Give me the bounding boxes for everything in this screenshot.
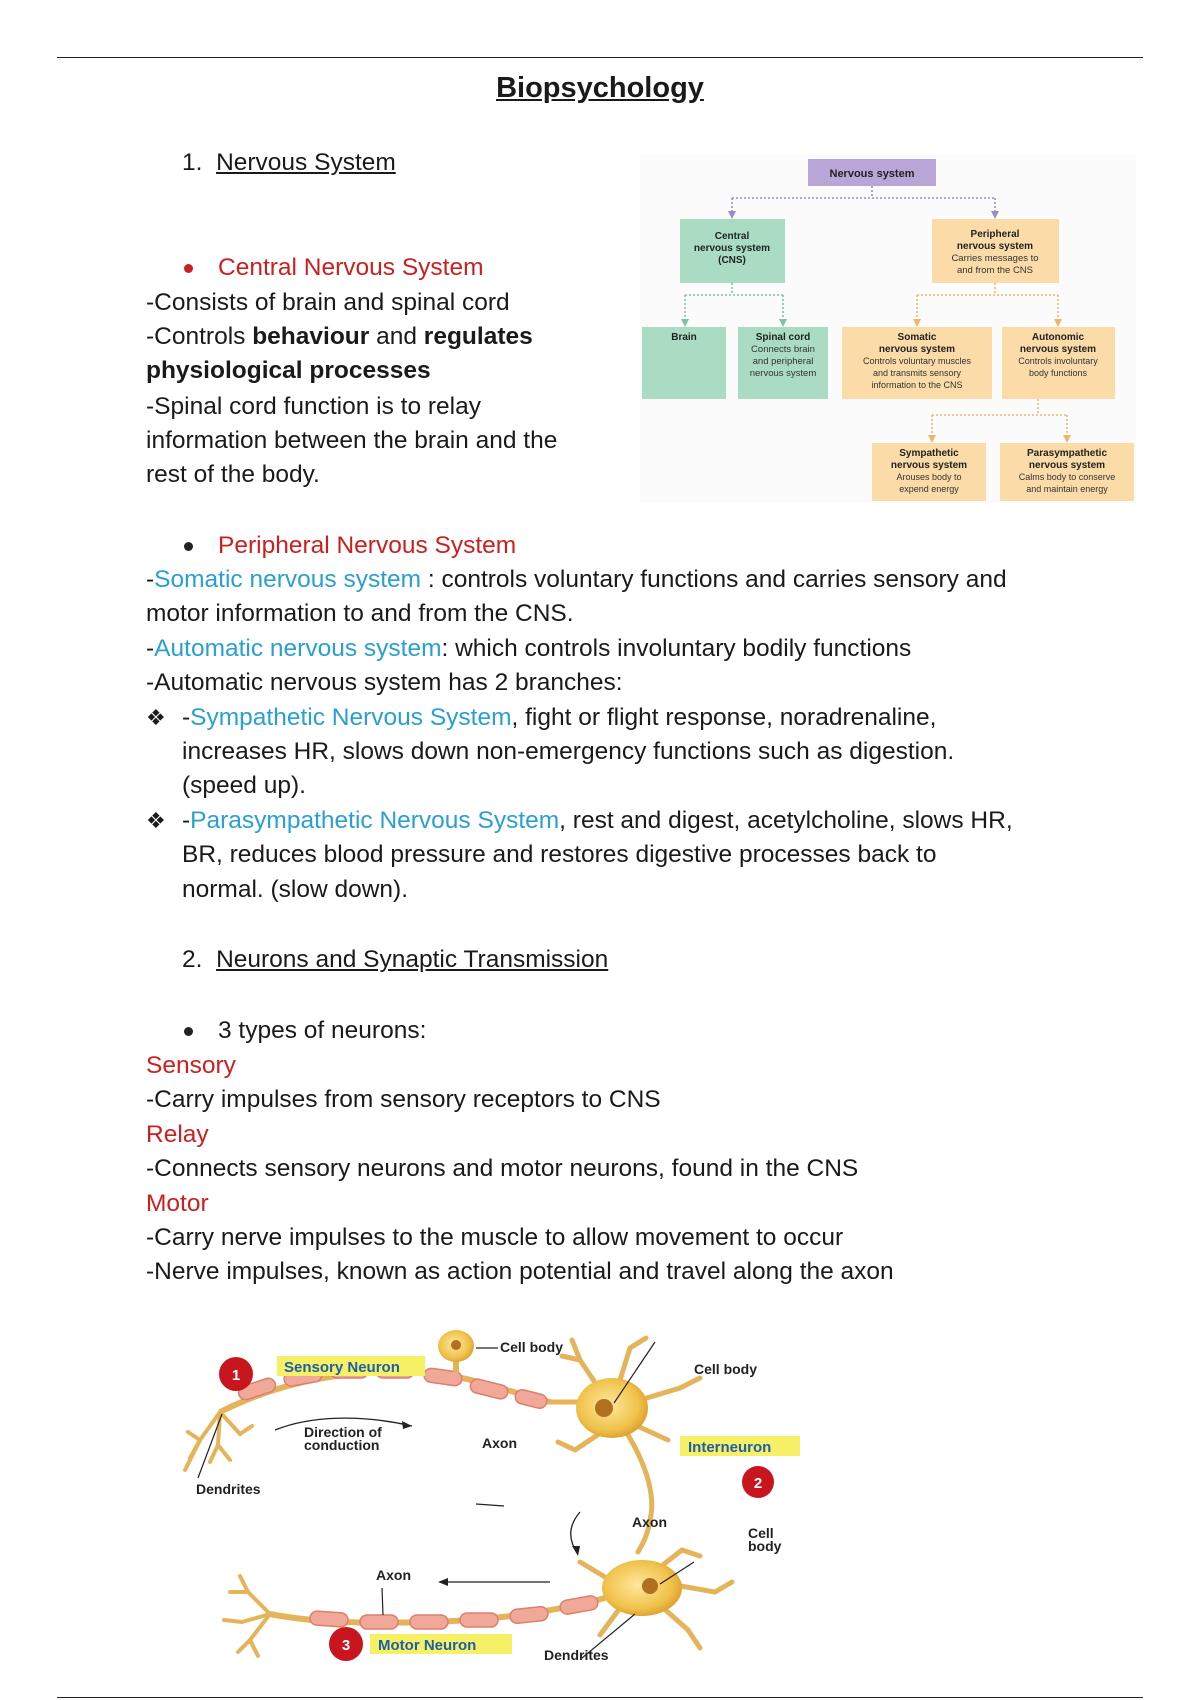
bullet-dot [184, 264, 193, 273]
bullet-dot [184, 1027, 193, 1036]
page-title: Biopsychology [496, 72, 704, 104]
motor-desc: -Carry nerve impulses to the muscle to allow movement to occur [146, 1224, 844, 1251]
cell-body-label-3a: Cell [748, 1525, 774, 1541]
sympathetic-line-3: (speed up). [182, 772, 306, 799]
neuron-types-intro: 3 types of neurons: [218, 1017, 427, 1044]
relay-label: Relay [146, 1121, 209, 1148]
autonomic-box-title: Autonomic [1031, 332, 1085, 343]
dendrites-label-1: Dendrites [196, 1481, 261, 1497]
section-2-heading [182, 943, 608, 977]
pns-box-desc-2: and from the CNS [956, 265, 1034, 276]
section-2-number: 2. [182, 946, 203, 973]
motor-label: Motor [146, 1190, 209, 1217]
parasympathetic-line-3: normal. (slow down). [182, 876, 409, 903]
pns-box-title: Peripheral [970, 229, 1020, 240]
cns-heading: Central Nervous System [218, 254, 484, 281]
cns-line-6: rest of the body. [146, 461, 320, 488]
parasympathetic-line-1: -Parasympathetic Nervous System, rest and digest, acetylcholine, slows HR, [182, 807, 1013, 834]
parasympathetic-box-desc-2: and maintain energy [1026, 484, 1108, 494]
somatic-box-title: Somatic [897, 332, 937, 343]
pns-heading: Peripheral Nervous System [218, 532, 517, 559]
somatic-box-subtitle: nervous system [878, 344, 956, 355]
autonomic-box-subtitle: nervous system [1019, 344, 1097, 355]
sympathetic-box-desc-1: Arouses body to [896, 472, 962, 482]
somatic-line-2: motor information to and from the CNS. [146, 600, 574, 627]
impulse-desc: -Nerve impulses, known as action potential and travel along the axon [146, 1258, 894, 1285]
somatic-line-1: -Somatic nervous system : controls voluntary functions and carries sensory and [146, 566, 1007, 593]
badge-2: 2 [753, 1475, 763, 1492]
sensory-desc: -Carry impulses from sensory receptors to CNS [146, 1086, 661, 1113]
cell-body-label-3b: body [748, 1538, 782, 1554]
axon-label-2: Axon [632, 1514, 667, 1530]
axon-label-1: Axon [482, 1435, 517, 1451]
badge-3: 3 [341, 1637, 351, 1654]
diamond-bullet-icon: ❖ [146, 808, 166, 833]
sensory-neuron-label: Sensory Neuron [284, 1359, 400, 1376]
dendrites-label-2: Dendrites [544, 1647, 609, 1663]
sympathetic-box-desc-2: expend energy [899, 484, 959, 494]
section-1-title: Nervous System [216, 149, 396, 176]
section-1-number: 1. [182, 149, 203, 176]
somatic-box-desc-2: and transmits sensory [872, 368, 962, 378]
direction-label-1: Direction of [304, 1424, 382, 1440]
cns-box-subtitle: nervous system [693, 243, 771, 254]
spinal-box-desc-2: and peripheral [752, 356, 814, 367]
cns-line-4: -Spinal cord function is to relay [146, 393, 481, 420]
cns-box-abbr: (CNS) [718, 255, 746, 266]
axon-label-3: Axon [376, 1567, 411, 1583]
pns-box-desc-1: Carries messages to [951, 253, 1039, 264]
parasympathetic-box-subtitle: nervous system [1028, 460, 1106, 471]
diamond-bullet-icon: ❖ [146, 705, 166, 730]
sympathetic-line-1: -Sympathetic Nervous System, fight or flight response, noradrenaline, [182, 704, 937, 731]
sensory-label: Sensory [146, 1052, 236, 1079]
spinal-box-title: Spinal cord [755, 332, 811, 343]
cns-line-2: -Controls behaviour and regulates [146, 323, 533, 350]
relay-desc: -Connects sensory neurons and motor neurons, found in the CNS [146, 1155, 859, 1182]
interneuron-label: Interneuron [688, 1439, 772, 1456]
pns-box-subtitle: nervous system [956, 241, 1034, 252]
badge-1: 1 [231, 1367, 241, 1384]
autonomic-box-desc-2: body functions [1028, 368, 1088, 378]
sympathetic-box-subtitle: nervous system [890, 460, 968, 471]
neuron-types-diagram [180, 1330, 820, 1690]
cns-line-1: -Consists of brain and spinal cord [146, 289, 510, 316]
root-label: Nervous system [829, 168, 915, 180]
nervous-system-flowchart [640, 155, 1136, 503]
cns-line-3: physiological processes [146, 357, 431, 384]
sympathetic-line-2: increases HR, slows down non-emergency functions such as digestion. [182, 738, 955, 765]
section-2-title: Neurons and Synaptic Transmission [216, 946, 609, 973]
bullet-dot [184, 542, 193, 551]
section-1-heading [182, 146, 396, 180]
cns-box-title: Central [714, 231, 750, 242]
motor-neuron-label: Motor Neuron [378, 1637, 477, 1654]
parasympathetic-line-2: BR, reduces blood pressure and restores digestive processes back to [182, 841, 937, 868]
somatic-box-desc-1: Controls voluntary muscles [862, 356, 972, 366]
parasympathetic-box-desc-1: Calms body to conserve [1018, 472, 1116, 482]
bottom-rule [57, 1697, 1143, 1698]
direction-label-2: conduction [304, 1437, 380, 1453]
branches-line: -Automatic nervous system has 2 branches: [146, 669, 623, 696]
brain-box-title: Brain [671, 332, 697, 343]
somatic-box-desc-3: information to the CNS [871, 380, 963, 390]
spinal-box-desc-1: Connects brain [751, 344, 815, 355]
top-rule [57, 57, 1143, 58]
parasympathetic-box-title: Parasympathetic [1026, 448, 1108, 459]
cell-body-label-2: Cell body [694, 1361, 758, 1377]
cell-body-label-1: Cell body [500, 1339, 564, 1355]
autonomic-line: -Automatic nervous system: which controls involuntary bodily functions [146, 635, 912, 662]
spinal-box-desc-3: nervous system [749, 368, 817, 379]
autonomic-box-desc-1: Controls involuntary [1018, 356, 1098, 366]
cns-line-5: information between the brain and the [146, 427, 558, 454]
sympathetic-box-title: Sympathetic [899, 448, 959, 459]
